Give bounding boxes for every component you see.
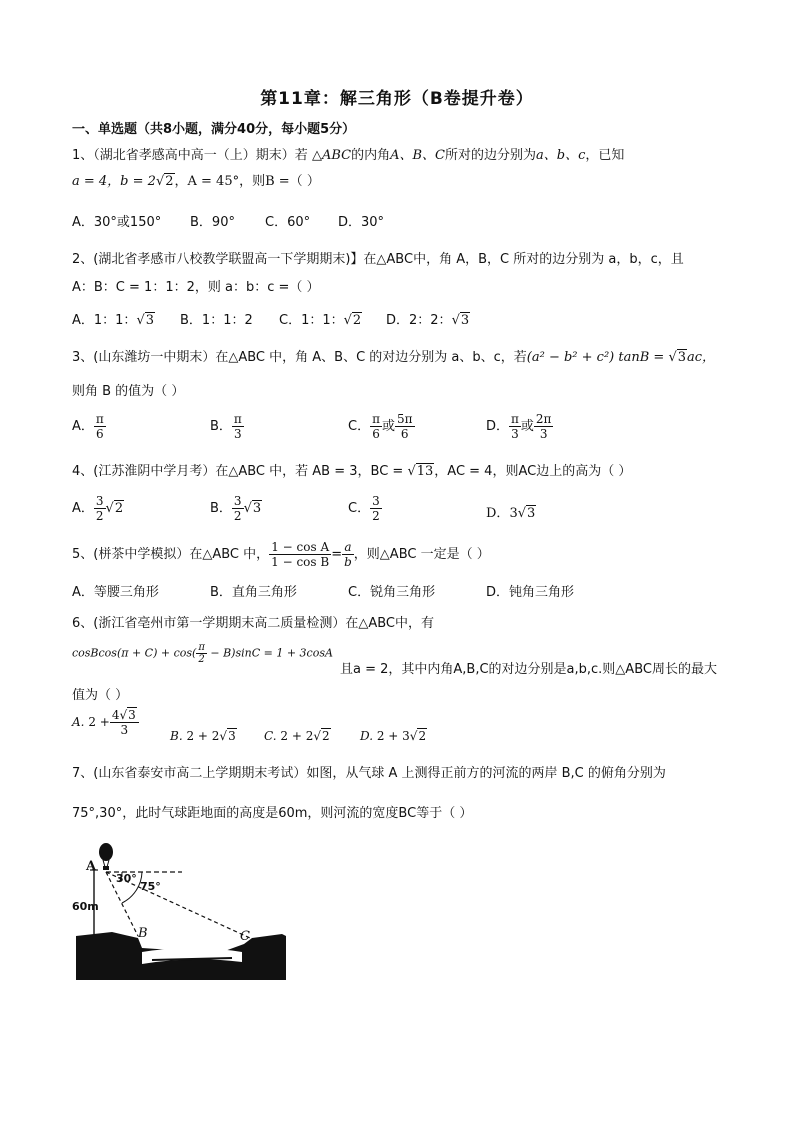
label-a: A xyxy=(86,859,97,874)
numerator: 2π xyxy=(535,412,552,426)
question-1-condition: a = 4，b = 2 xyxy=(72,174,156,189)
question-2-option-c[interactable] xyxy=(279,309,362,328)
question-5-option-b[interactable]: B．直角三角形 xyxy=(210,585,297,600)
question-2-option-b[interactable]: B．1：1：2 xyxy=(180,313,253,328)
question-6-line-2: 且a = 2，其中内角A,B,C的对边分别是a,b,c.则△ABC周长的最大 xyxy=(340,662,717,677)
denominator: 6 xyxy=(96,427,104,441)
question-4-text: ，AC = 4，则AC边上的高为（ ） xyxy=(434,464,632,479)
fraction xyxy=(370,412,382,441)
balloon-icon xyxy=(99,843,113,870)
question-6-option-b[interactable] xyxy=(170,729,237,743)
equals-sign: = xyxy=(331,547,343,562)
question-2-line-2: A：B：C = 1：1：2，则 a：b：c =（ ） xyxy=(72,280,320,295)
radicand: 3 xyxy=(128,708,136,722)
radicand: 3 xyxy=(228,729,236,743)
fraction xyxy=(232,412,244,441)
fraction xyxy=(196,642,207,665)
question-1-text: 的内角 xyxy=(351,148,391,163)
question-3-option-c[interactable] xyxy=(348,412,415,441)
option-text: D．2：2： xyxy=(386,313,452,328)
question-1-option-a[interactable]: A．30°或150° xyxy=(72,215,162,230)
option-label: A． xyxy=(72,419,94,434)
coefficient: 3 xyxy=(509,506,518,521)
numerator: 3 xyxy=(372,494,380,508)
radicand: 3 xyxy=(460,313,470,328)
question-1-triangle: △ABC xyxy=(311,148,352,163)
option-label: D． xyxy=(486,419,510,434)
sqrt-symbol: √3 xyxy=(219,729,236,743)
question-3-option-d[interactable] xyxy=(486,412,553,441)
question-3-text: 3、(山东潍坊一中期末）在△ABC 中，角 A、B、C 的对边分别为 a、b、c，若 xyxy=(72,350,527,365)
question-4-option-b[interactable] xyxy=(210,494,262,523)
fraction xyxy=(534,412,554,441)
figure-drawing xyxy=(72,840,292,985)
question-5-option-d[interactable]: D．钝角三角形 xyxy=(486,585,575,600)
option-term: 2 + 2 xyxy=(280,729,314,743)
radicand: 2 xyxy=(165,174,174,189)
question-1-angles: A、B、C xyxy=(390,148,445,163)
question-6-line-3: 值为（ ） xyxy=(72,688,129,703)
sqrt-symbol: √2 xyxy=(155,174,174,189)
equation-part: cosBcos(π + C) + cos( xyxy=(72,646,197,660)
sqrt-symbol: √2 xyxy=(105,501,124,516)
option-term: 2 + xyxy=(88,715,110,729)
question-3-option-b[interactable] xyxy=(210,412,244,441)
question-1-option-b[interactable]: B．90° xyxy=(190,215,235,230)
denominator: 1 − cos B xyxy=(271,555,330,569)
section-heading: 一、单选题（共8小题，满分40分，每小题5分） xyxy=(72,122,356,137)
radicand: 3 xyxy=(145,313,155,328)
denominator: 3 xyxy=(539,427,548,441)
fraction xyxy=(269,540,331,569)
sqrt-symbol: √3 xyxy=(517,506,536,521)
denominator: 2 xyxy=(198,654,205,665)
radicand: 2 xyxy=(418,729,427,743)
numerator: π xyxy=(233,412,242,426)
page-title: 第11章：解三角形（B卷提升卷） xyxy=(260,89,534,109)
option-label: D． xyxy=(486,506,510,521)
question-1-text: ，已知 xyxy=(585,148,625,163)
fraction xyxy=(94,412,106,441)
denominator: 6 xyxy=(400,427,409,441)
denominator: 3 xyxy=(120,723,129,737)
angle-75-label: 75° xyxy=(140,880,161,893)
numerator: 3 xyxy=(95,494,104,508)
question-6-option-d[interactable] xyxy=(360,729,427,743)
question-1-condition: ，A = 45°，则B =（ ） xyxy=(174,174,320,189)
denominator: b xyxy=(344,555,352,569)
radicand: 2 xyxy=(352,313,362,328)
denominator: 2 xyxy=(372,509,380,523)
option-label: D. xyxy=(360,729,374,743)
question-4-option-d[interactable] xyxy=(486,502,536,521)
numerator: 1 − cos A xyxy=(269,540,331,555)
radicand: 13 xyxy=(416,464,434,479)
numerator: 3 xyxy=(233,494,242,508)
radicand: 2 xyxy=(322,729,330,743)
option-label: B． xyxy=(210,501,232,516)
balloon-river-figure xyxy=(72,840,292,989)
denominator: 2 xyxy=(233,509,242,523)
question-1-number: 1、 xyxy=(72,148,94,163)
numerator xyxy=(110,708,139,723)
denominator: 2 xyxy=(95,509,104,523)
angle-30-label: 30° xyxy=(116,872,137,885)
fraction xyxy=(395,412,415,441)
sqrt-symbol: √3 xyxy=(451,313,470,328)
or-text: 或 xyxy=(520,419,534,434)
sqrt-symbol: √2 xyxy=(343,313,362,328)
question-5-line-1 xyxy=(72,540,490,569)
numerator: π xyxy=(198,642,205,653)
label-c: C xyxy=(240,929,250,944)
numerator: 5π xyxy=(396,412,413,426)
radicand: 3 xyxy=(677,350,687,365)
sqrt-symbol: √2 xyxy=(313,729,330,743)
option-text: C．1：1： xyxy=(279,313,344,328)
option-label: A. xyxy=(72,715,85,729)
option-label: C. xyxy=(264,729,277,743)
denominator: 3 xyxy=(511,427,519,441)
label-b: B xyxy=(138,926,148,941)
sqrt-symbol: √3 xyxy=(136,313,155,328)
option-text: A．1：1： xyxy=(72,313,137,328)
question-1-text: 所对的边分别为 xyxy=(445,148,537,163)
question-6-option-a[interactable] xyxy=(72,708,139,737)
question-5-text: ，则△ABC 一定是（ ） xyxy=(353,547,490,562)
question-4-text: 4、(江苏淮阴中学月考）在△ABC 中，若 AB = 3，BC = xyxy=(72,464,408,479)
option-label: B. xyxy=(170,729,183,743)
fraction xyxy=(232,494,244,523)
question-3-formula: (a² − b² + c²) tanB = xyxy=(526,350,669,365)
fraction xyxy=(509,412,521,441)
numerator: π xyxy=(372,412,380,426)
option-label: A． xyxy=(72,501,94,516)
question-6-option-c[interactable] xyxy=(264,729,331,743)
question-5-option-a[interactable]: A．等腰三角形 xyxy=(72,585,159,600)
fraction xyxy=(110,708,139,737)
question-6-equation xyxy=(72,642,333,665)
numerator: π xyxy=(511,412,519,426)
option-label: C． xyxy=(348,501,371,516)
question-2-line-1: 2、(湖北省孝感市八校教学联盟高一下学期期末)】在△ABC中，角 A，B，C 所对的边分别为 a，b，c，且 xyxy=(72,252,684,267)
question-1-source: （湖北省孝感高中高一（上）期末） xyxy=(93,148,295,163)
question-3-line-2: 则角 B 的值为（ ） xyxy=(72,384,185,399)
question-4-option-c[interactable] xyxy=(348,494,382,523)
question-1-sides: a、b、c xyxy=(536,148,586,163)
option-term: 2 + 2 xyxy=(186,729,220,743)
option-term: 2 + 3 xyxy=(376,729,410,743)
coefficient: 4 xyxy=(111,708,120,722)
equation-part: − B)sinC = 1 + 3cosA xyxy=(206,646,333,660)
sqrt-symbol: √13 xyxy=(407,464,434,479)
question-1-text: 若 xyxy=(294,148,308,163)
question-1-option-d[interactable]: D．30° xyxy=(338,215,385,230)
sqrt-symbol: √2 xyxy=(409,729,427,743)
option-label: C． xyxy=(348,419,371,434)
numerator: a xyxy=(342,540,354,555)
fraction xyxy=(94,494,106,523)
question-4-line-1 xyxy=(72,460,631,479)
question-1-line-2 xyxy=(72,170,320,189)
question-6-line-1: 6、(浙江省亳州市第一学期期末高二质量检测）在△ABC中，有 xyxy=(72,616,435,631)
sqrt-symbol: √3 xyxy=(243,501,262,516)
question-2-option-a[interactable] xyxy=(72,309,155,328)
question-5-option-c[interactable]: C．锐角三角形 xyxy=(348,585,436,600)
question-7-line-1: 7、(山东省泰安市高二上学期期末考试）如图，从气球 A 上测得正前方的河流的两岸 B,C 的俯角分别为 xyxy=(72,766,666,781)
radicand: 3 xyxy=(252,501,262,516)
sqrt-symbol: √3 xyxy=(668,350,687,365)
radicand: 2 xyxy=(114,501,124,516)
question-1-line-1 xyxy=(72,144,624,163)
question-5-text: 5、(栟茶中学模拟）在△ABC 中， xyxy=(72,547,270,562)
or-text: 或 xyxy=(381,419,395,434)
question-3-option-a[interactable] xyxy=(72,412,106,441)
fraction xyxy=(342,540,354,569)
question-2-option-d[interactable] xyxy=(386,309,470,328)
option-label: B． xyxy=(210,419,232,434)
fraction xyxy=(370,494,382,523)
numerator: π xyxy=(95,412,104,426)
question-4-option-a[interactable] xyxy=(72,494,124,523)
height-label: 60m xyxy=(72,900,99,913)
question-3-formula: ac， xyxy=(687,350,716,365)
sqrt-symbol: √3 xyxy=(119,708,136,722)
question-3-line-1 xyxy=(72,346,715,365)
radicand: 3 xyxy=(527,506,536,521)
denominator: 3 xyxy=(234,427,242,441)
question-1-option-c[interactable]: C．60° xyxy=(265,215,311,230)
question-7-line-2: 75°,30°，此时气球距地面的高度是60m，则河流的宽度BC等于（ ） xyxy=(72,806,473,821)
denominator: 6 xyxy=(372,427,380,441)
